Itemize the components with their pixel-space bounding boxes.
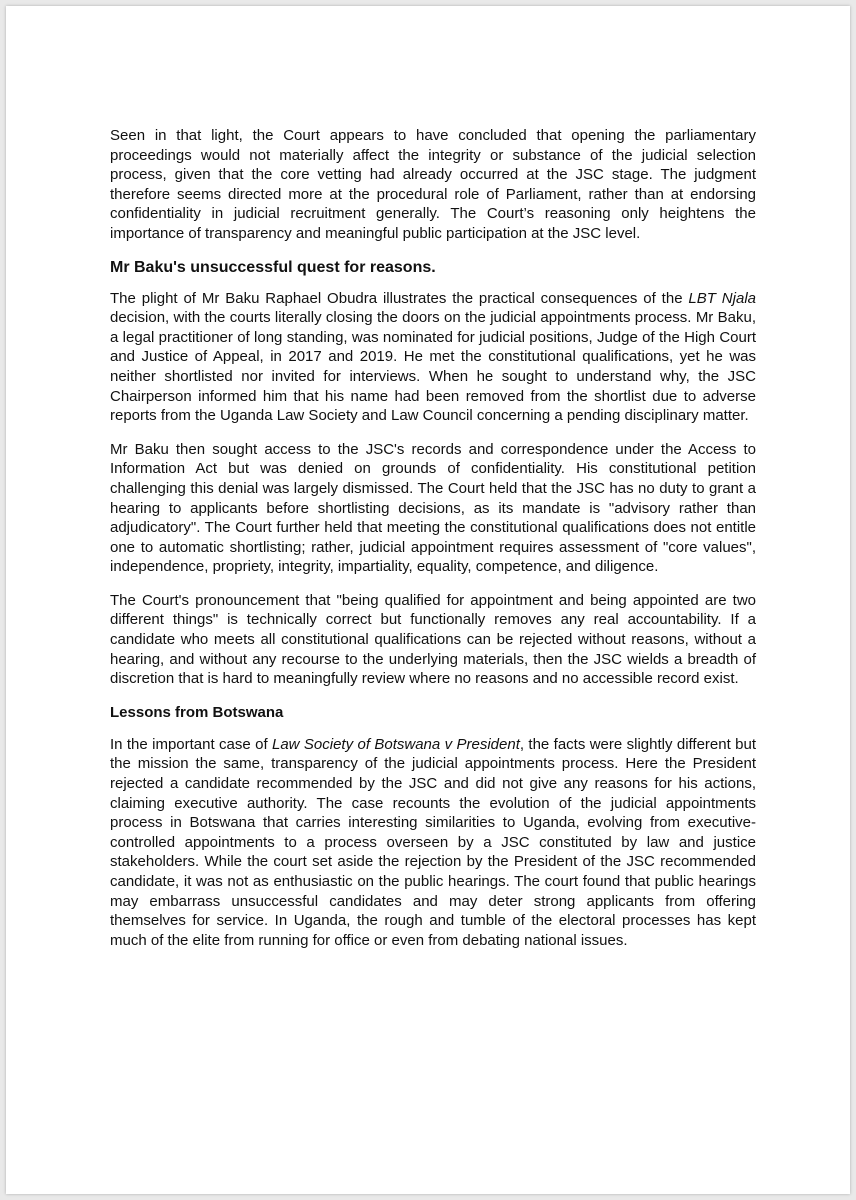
paragraph: Mr Baku then sought access to the JSC's records and correspondence under the Access to Information Act but was denied on grounds of confidentiality. His constitutional petition challenging this denial was largely dismissed. The Court held that the JSC has no duty to grant a hearing to applicants before shortlisting decisions, as its mandate is "advisory rather than adjudicatory". The Court further held that meeting the constitutional qualifications does not entitle one to automatic shortlisting; rather, judicial appointment requires assessment of "core values", independence, propriety, integrity, impartiality, equality, competence, and diligence.: [110, 440, 756, 576]
section-heading: Lessons from Botswana: [110, 703, 284, 721]
paragraph-text: The plight of Mr Baku Raphael Obudra illustrates the practical consequences of the: [110, 289, 689, 307]
section-heading: Mr Baku's unsuccessful quest for reasons.: [110, 258, 436, 276]
paragraph: [110, 735, 756, 951]
document-page: [6, 6, 850, 1194]
paragraph-text: In the important case of: [110, 735, 272, 753]
paragraph: The Court's pronouncement that "being qualified for appointment and being appointed are two different things" is technically correct but functionally removes any real accountability. If a candidate who meets all constitutional qualifications can be rejected without reasons, without a hearing, and without any recourse to the underlying materials, then the JSC wields a breadth of discretion that is hard to meaningfully review where no reasons and no accessible record exist.: [110, 591, 756, 688]
paragraph: Seen in that light, the Court appears to have concluded that opening the parliamentary proceedings would not materially affect the integrity or substance of the judicial selection process, given that the core vetting had already occurred at the JSC stage. The judgment therefore seems directed more at the procedural role of Parliament, rather than at endorsing confidentiality in judicial recruitment generally. The Court’s reasoning only heightens the importance of transparency and meaningful public participation at the JSC level.: [110, 127, 756, 242]
paragraph-text: decision, with the courts literally closing the doors on the judicial appointments process. Mr Baku, a legal practitioner of long standing, was nominated for judicial positions, Judge of the High Court and Justice of Appeal, in 2017 and 2019. He met the constitutional qualifications, yet he was neither shortlisted nor invited for interviews. When he sought to understand why, the JSC Chairperson informed him that his name had been removed from the shortlist due to adverse reports from the Uganda Law Society and Law Council concerning a pending disciplinary matter.: [110, 309, 756, 425]
document-body: [110, 126, 756, 964]
paragraph: [110, 289, 756, 426]
paragraph-text: , the facts were slightly different but the mission the same, transparency of the judicial appointments process. Here the President rejected a candidate recommended by the JSC and did not give any reasons for his actions, claiming executive authority. The case recounts the evolution of the judicial appointments process in Botswana that carries interesting similarities to Uganda, evolving from executive-controlled appointments to a process overseen by a JSC constituted by law and justice stakeholders. While the court set aside the rejection by the President of the JSC recommended candidate, it was not as enthusiastic on the public hearings. The court found that public hearings may embarrass unsuccessful candidates and may deter strong applicants from offering themselves for service. In Uganda, the rough and tumble of the electoral processes has kept much of the elite from running for office or even from debating national issues.: [110, 735, 757, 949]
case-name: LBT Njala: [688, 289, 756, 307]
case-name: Law Society of Botswana v President: [272, 735, 520, 753]
